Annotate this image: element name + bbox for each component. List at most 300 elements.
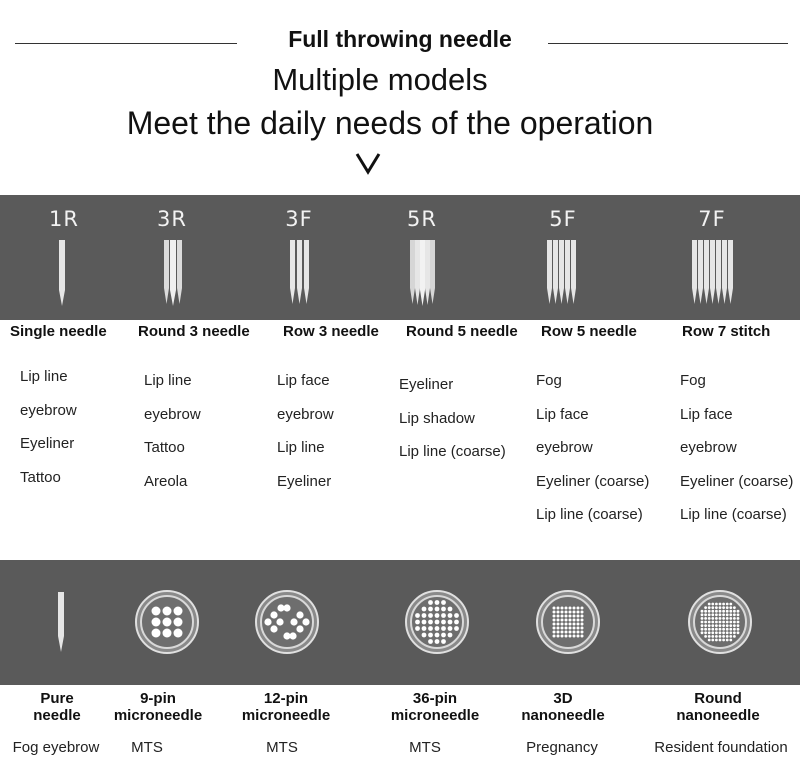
pin-dot xyxy=(565,635,568,638)
pin-dot xyxy=(737,631,740,634)
pin-dot xyxy=(722,624,725,627)
needle-name: Round 5 needle xyxy=(406,323,518,340)
pin-dot xyxy=(715,635,718,638)
pin-dot xyxy=(565,607,568,610)
pin-dot xyxy=(565,631,568,634)
pin-name-line: 9-pin xyxy=(140,690,176,707)
pin-dot xyxy=(719,635,722,638)
pin-dot xyxy=(708,635,711,638)
pin-dot xyxy=(454,620,459,625)
pin-dot xyxy=(454,613,459,618)
pin-dot xyxy=(701,617,704,620)
pin-dot xyxy=(415,626,420,631)
pin-dot xyxy=(711,639,714,642)
pin-dot xyxy=(428,633,433,638)
pin-name xyxy=(668,690,768,724)
pure-needle-icon xyxy=(55,590,67,654)
pin-dot xyxy=(435,613,440,618)
pin-dot xyxy=(715,617,718,620)
pin-dot xyxy=(264,618,271,625)
pin-dot xyxy=(565,611,568,614)
pin-dot xyxy=(569,611,572,614)
pin-dot xyxy=(701,613,704,616)
pin-dot xyxy=(708,631,711,634)
pin-dot xyxy=(553,631,556,634)
pin-dot xyxy=(708,639,711,642)
pin-dot xyxy=(435,600,440,605)
needle-uses-list xyxy=(680,364,793,532)
needle-code: 5R xyxy=(407,207,437,231)
pin-dot xyxy=(448,633,453,638)
needle-uses-list xyxy=(144,364,201,498)
pin-dot xyxy=(276,618,283,625)
pin-dot xyxy=(729,613,732,616)
pin-dot xyxy=(561,619,564,622)
pin-dot xyxy=(711,606,714,609)
pin-dot xyxy=(715,610,718,613)
pin-dot xyxy=(719,610,722,613)
pin-dot xyxy=(733,613,736,616)
use-item: Eyeliner xyxy=(277,472,332,490)
pin-dot xyxy=(719,617,722,620)
pin-dot xyxy=(422,626,427,631)
use-item: Lip line (coarse) xyxy=(399,443,506,460)
pin-dot xyxy=(733,635,736,638)
pin-dot xyxy=(577,627,580,630)
pin-dot xyxy=(422,607,427,612)
pin-dot xyxy=(553,623,556,626)
pin-dot xyxy=(581,619,584,622)
pin-dot xyxy=(422,620,427,625)
pin-dot xyxy=(428,607,433,612)
pin-dot xyxy=(428,600,433,605)
pin-dot xyxy=(565,627,568,630)
pin-dot xyxy=(719,628,722,631)
pin-dot xyxy=(557,611,560,614)
pin-dot xyxy=(711,610,714,613)
pin-dot xyxy=(581,611,584,614)
pin-dot xyxy=(737,610,740,613)
use-item: eyebrow xyxy=(20,401,77,419)
pin-dot xyxy=(711,617,714,620)
pin-dot xyxy=(441,613,446,618)
pin-dot xyxy=(553,607,556,610)
pin-dot xyxy=(577,623,580,626)
pin-dot xyxy=(729,639,732,642)
pin-dot xyxy=(163,607,172,616)
pin-dot xyxy=(722,639,725,642)
pin-dot xyxy=(561,631,564,634)
pin-dot xyxy=(435,633,440,638)
pin-dot xyxy=(711,628,714,631)
pin-dot xyxy=(553,615,556,618)
use-item: Lip line (coarse) xyxy=(680,506,787,523)
pin-dot xyxy=(270,625,277,632)
pin-dot xyxy=(711,621,714,624)
pin-dot xyxy=(152,618,161,627)
pin-dot xyxy=(581,627,584,630)
pin-dot xyxy=(733,606,736,609)
needle-name: Round 3 needle xyxy=(138,323,250,340)
pin-dot xyxy=(726,621,729,624)
pin-name xyxy=(385,690,485,724)
use-item: Eyeliner xyxy=(399,376,454,393)
pin-dot xyxy=(561,615,564,618)
pin-dot xyxy=(422,633,427,638)
pin-dot xyxy=(581,615,584,618)
pin-dot xyxy=(722,621,725,624)
pin-name-line: 12-pin xyxy=(263,690,309,707)
pin-dot xyxy=(557,635,560,638)
pin-use: Resident foundation xyxy=(654,739,788,756)
pin-dot xyxy=(573,611,576,614)
nine-pin-icon xyxy=(130,590,204,654)
pin-dot xyxy=(704,624,707,627)
pin-dot xyxy=(729,603,732,606)
row-3-needle-icon xyxy=(288,238,312,308)
pin-dot xyxy=(557,627,560,630)
needle-name: Single needle xyxy=(10,323,107,340)
pin-dot xyxy=(715,624,718,627)
pin-dot xyxy=(711,635,714,638)
use-item: eyebrow xyxy=(680,439,737,456)
row-5-needle-icon xyxy=(545,238,579,308)
pin-name-line: 36-pin xyxy=(412,690,458,707)
pin-dot xyxy=(152,607,161,616)
needle-code: 3R xyxy=(157,207,187,231)
pin-dot xyxy=(174,618,183,627)
pin-dot xyxy=(701,631,704,634)
chevron-down-icon xyxy=(355,150,381,176)
pin-dot xyxy=(557,615,560,618)
pin-dot xyxy=(719,606,722,609)
pin-dot xyxy=(152,629,161,638)
pin-dot xyxy=(441,600,446,605)
pin-dot xyxy=(704,631,707,634)
pin-dot xyxy=(577,631,580,634)
pin-dot xyxy=(561,627,564,630)
pin-dot xyxy=(577,611,580,614)
pin-dot xyxy=(561,611,564,614)
pin-dot xyxy=(719,631,722,634)
pin-dot xyxy=(553,635,556,638)
pin-dot xyxy=(448,626,453,631)
pin-dot xyxy=(722,631,725,634)
pin-use: MTS xyxy=(266,739,298,756)
pin-name-line: nanoneedle xyxy=(676,707,760,724)
pin-dot xyxy=(704,635,707,638)
pin-dot xyxy=(711,613,714,616)
pin-dot xyxy=(719,624,722,627)
needle-code: 3F xyxy=(285,207,313,231)
pin-dot xyxy=(573,623,576,626)
pin-dot xyxy=(581,623,584,626)
pin-dot xyxy=(704,628,707,631)
use-item: eyebrow xyxy=(536,439,593,456)
pin-dot xyxy=(569,635,572,638)
pin-dot xyxy=(441,620,446,625)
use-item: Lip face xyxy=(680,405,733,423)
pin-name-line: microneedle xyxy=(390,707,480,724)
needle-code: 1R xyxy=(49,207,79,231)
pin-dot xyxy=(435,626,440,631)
pin-dot xyxy=(435,620,440,625)
pin-dot xyxy=(708,628,711,631)
needle-name: Row 7 stitch xyxy=(682,323,771,340)
pin-dot xyxy=(708,617,711,620)
pin-dot xyxy=(737,617,740,620)
pin-dot xyxy=(441,639,446,644)
pin-dot xyxy=(565,623,568,626)
pin-use: Fog eyebrow xyxy=(12,739,100,756)
pin-dot xyxy=(441,626,446,631)
round-5-needle-icon xyxy=(408,238,438,308)
page-title: Full throwing needle xyxy=(288,26,512,52)
pin-dot xyxy=(441,633,446,638)
pin-dot xyxy=(737,613,740,616)
pin-dot xyxy=(569,631,572,634)
pin-dot xyxy=(715,639,718,642)
pin-dot xyxy=(435,639,440,644)
pin-dot xyxy=(577,607,580,610)
pin-name xyxy=(236,690,336,724)
pin-name xyxy=(108,690,208,724)
needle-uses-list xyxy=(399,368,506,469)
pin-dot xyxy=(733,628,736,631)
pin-dot xyxy=(701,621,704,624)
use-item: Lip face xyxy=(536,405,589,423)
pin-dot xyxy=(577,635,580,638)
pin-dot xyxy=(704,610,707,613)
pin-dot xyxy=(565,615,568,618)
pin-dot xyxy=(729,631,732,634)
pin-dot xyxy=(726,610,729,613)
pin-dot xyxy=(448,620,453,625)
pin-dot xyxy=(708,624,711,627)
use-item: Tattoo xyxy=(20,468,61,486)
pin-dot xyxy=(708,603,711,606)
use-item: Eyeliner xyxy=(20,435,75,452)
pin-dot xyxy=(729,610,732,613)
use-item: eyebrow xyxy=(277,405,334,423)
pin-dot xyxy=(708,613,711,616)
pin-dot xyxy=(722,628,725,631)
pin-dot xyxy=(701,628,704,631)
pin-dot xyxy=(557,619,560,622)
pin-dot xyxy=(553,619,556,622)
pin-dot xyxy=(729,624,732,627)
pin-name-line: Pure xyxy=(40,690,74,707)
pin-dot xyxy=(428,626,433,631)
pin-name-line: needle xyxy=(33,707,81,724)
use-item: Fog xyxy=(680,372,706,389)
pin-dot xyxy=(729,621,732,624)
pin-dot xyxy=(577,619,580,622)
pin-dot xyxy=(733,617,736,620)
pin-dot xyxy=(722,610,725,613)
pin-dot xyxy=(573,627,576,630)
pin-dot xyxy=(163,629,172,638)
pin-dot xyxy=(722,606,725,609)
pin-use: Pregnancy xyxy=(526,739,598,756)
pin-dot xyxy=(737,624,740,627)
use-item: Lip line (coarse) xyxy=(536,506,643,523)
pin-dot xyxy=(722,603,725,606)
use-item: Lip shadow xyxy=(399,409,475,427)
pin-use: MTS xyxy=(409,739,441,756)
pin-dot xyxy=(708,606,711,609)
pin-dot xyxy=(561,607,564,610)
pin-dot xyxy=(729,606,732,609)
pin-dot xyxy=(715,628,718,631)
pin-dot xyxy=(726,639,729,642)
pin-dot xyxy=(715,621,718,624)
pin-dot xyxy=(296,611,303,618)
pin-dot xyxy=(277,604,284,611)
use-item: Lip line xyxy=(277,439,325,456)
pin-dot xyxy=(737,628,740,631)
page-subtitle: Multiple models xyxy=(272,62,488,97)
pin-dot xyxy=(719,621,722,624)
pin-name-line: microneedle xyxy=(113,707,203,724)
pin-dot xyxy=(573,615,576,618)
pin-dot xyxy=(715,606,718,609)
pin-dot xyxy=(581,607,584,610)
pin-dot xyxy=(565,619,568,622)
needle-uses-list xyxy=(277,364,334,498)
single-needle-icon xyxy=(55,238,69,308)
pin-dot xyxy=(729,635,732,638)
pin-dot xyxy=(726,606,729,609)
pin-use: MTS xyxy=(131,739,163,756)
pin-dot xyxy=(174,607,183,616)
pin-dot xyxy=(715,631,718,634)
pin-dot xyxy=(296,625,303,632)
pin-dot xyxy=(577,615,580,618)
pin-dot xyxy=(733,624,736,627)
twelve-pin-icon xyxy=(250,590,324,654)
use-item: Eyeliner (coarse) xyxy=(680,472,794,490)
use-item: Eyeliner (coarse) xyxy=(536,472,650,490)
round-3-needle-icon xyxy=(162,238,186,308)
use-item: Lip line xyxy=(144,372,192,389)
row-7-needle-icon xyxy=(690,238,738,308)
pin-dot xyxy=(733,621,736,624)
pin-dot xyxy=(289,632,296,639)
pin-dot xyxy=(729,628,732,631)
use-item: Fog xyxy=(536,372,562,389)
pin-dot xyxy=(726,628,729,631)
pin-dot xyxy=(715,613,718,616)
pin-dot xyxy=(561,623,564,626)
pin-dot xyxy=(733,610,736,613)
pin-dot xyxy=(729,617,732,620)
pin-dot xyxy=(722,617,725,620)
pin-dot xyxy=(553,611,556,614)
pin-dot xyxy=(708,621,711,624)
needle-uses-list xyxy=(536,364,649,532)
pin-dot xyxy=(270,611,277,618)
pin-name-line: microneedle xyxy=(241,707,331,724)
pin-dot xyxy=(704,617,707,620)
pin-dot xyxy=(726,624,729,627)
needle-code: 7F xyxy=(698,207,726,231)
pin-dot xyxy=(569,619,572,622)
pin-dot xyxy=(733,631,736,634)
pin-dot xyxy=(569,623,572,626)
pin-dot xyxy=(302,618,309,625)
pin-dot xyxy=(715,603,718,606)
pin-dot xyxy=(704,613,707,616)
pin-dot xyxy=(726,613,729,616)
pin-dot xyxy=(711,624,714,627)
needle-name: Row 5 needle xyxy=(541,323,637,340)
pin-dot xyxy=(726,603,729,606)
pin-dot xyxy=(163,618,172,627)
pin-dot xyxy=(428,613,433,618)
pin-dot xyxy=(415,613,420,618)
use-item: eyebrow xyxy=(144,405,201,423)
pin-dot xyxy=(719,613,722,616)
pin-name-line: nanoneedle xyxy=(521,707,605,724)
pin-dot xyxy=(573,631,576,634)
pin-dot xyxy=(701,624,704,627)
pin-dot xyxy=(428,620,433,625)
pin-name-line: 3D xyxy=(553,690,573,707)
use-item: Lip line xyxy=(20,368,68,385)
needle-code: 5F xyxy=(549,207,577,231)
pin-dot xyxy=(569,607,572,610)
pin-dot xyxy=(454,626,459,631)
pin-dot xyxy=(441,607,446,612)
page-tagline: Meet the daily needs of the operation xyxy=(126,105,654,141)
pin-name-line: Round xyxy=(694,690,742,707)
pin-dot xyxy=(428,639,433,644)
pin-dot xyxy=(569,627,572,630)
pin-dot xyxy=(553,627,556,630)
pin-dot xyxy=(722,613,725,616)
pin-dot xyxy=(422,613,427,618)
pin-dot xyxy=(569,615,572,618)
pin-dot xyxy=(415,620,420,625)
thirty-six-pin-icon xyxy=(400,590,474,654)
pin-dot xyxy=(719,603,722,606)
pin-name xyxy=(22,690,92,724)
pin-dot xyxy=(708,610,711,613)
pin-dot xyxy=(573,635,576,638)
pin-dot xyxy=(701,610,704,613)
pin-dot xyxy=(557,607,560,610)
pin-dot xyxy=(711,631,714,634)
pin-dot xyxy=(573,607,576,610)
pin-dot xyxy=(737,621,740,624)
pin-dot xyxy=(557,631,560,634)
pin-dot xyxy=(573,619,576,622)
needle-uses-list xyxy=(20,360,77,494)
use-item: Tattoo xyxy=(144,439,185,456)
pin-dot xyxy=(581,631,584,634)
needle-name: Row 3 needle xyxy=(283,323,379,340)
pin-dot xyxy=(722,635,725,638)
pin-dot xyxy=(448,607,453,612)
pin-dot xyxy=(448,613,453,618)
pin-dot xyxy=(561,635,564,638)
use-item: Lip face xyxy=(277,372,330,389)
pin-dot xyxy=(581,635,584,638)
pin-dot xyxy=(719,639,722,642)
pin-dot xyxy=(711,603,714,606)
pin-dot xyxy=(726,631,729,634)
